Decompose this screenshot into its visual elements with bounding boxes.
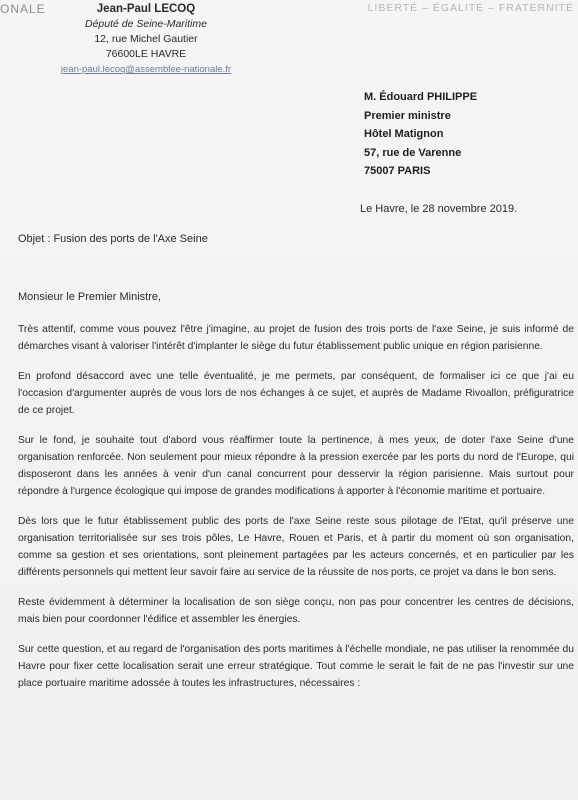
body-paragraph: Sur cette question, et au regard de l'organisation des ports maritimes à l'échelle mondiale, ne pas utiliser la renommée du Havre pour fixer cette localisation serait une erreur stratégique. Tout comme le serait le fait de ne pas l'investir sur une place portuaire maritime adossée à toutes les infrastructures, nécessaires : bbox=[18, 644, 574, 689]
letterhead-fragment-left: ONALE bbox=[0, 2, 46, 16]
body-paragraph: Reste évidemment à déterminer la localisation de son siège conçu, non pas pour concentrer les centres de décisions, mais bien pour coordonner l'édifice et assembler les énergies. bbox=[18, 597, 574, 625]
letter-body bbox=[18, 321, 574, 705]
recipient-title: Premier ministre bbox=[364, 109, 451, 122]
recipient-city: 75007 PARIS bbox=[364, 165, 431, 177]
recipient-block bbox=[364, 88, 477, 181]
body-paragraph: Dès lors que le futur établissement public des ports de l'axe Seine reste sous pilotage de l'Etat, qu'il préserve une organisation territorialisée sur ses trois pôles, Le Havre, Rouen et Paris, et à partir du moment où son organisation, comme sa gestion et ses orientations, sont pleinement partagées par les acteurs concernés, et en particulier par les différents personnels qui mettent leur savoir faire au service de la réussite de nos ports, ce projet va dans le bon sens. bbox=[18, 516, 574, 578]
letterhead-motto: LIBERTÉ – ÉGALITÉ – FRATERNITÉ bbox=[367, 2, 574, 14]
sender-street: 12, rue Michel Gautier bbox=[94, 33, 198, 45]
letter-subject: Objet : Fusion des ports de l'Axe Seine bbox=[18, 233, 208, 245]
body-paragraph: Très attentif, comme vous pouvez l'être j'imagine, au projet de fusion des trois ports de l'axe Seine, je suis informé de démarches visant à valoriser l'intérêt d'implanter le siège du futur établissement public unique en région parisienne. bbox=[18, 324, 574, 352]
sender-email-link[interactable]: jean-paul.lecoq@assemblee-nationale.fr bbox=[60, 64, 232, 75]
letter-date: Le Havre, le 28 novembre 2019. bbox=[360, 203, 518, 215]
letter-salutation: Monsieur le Premier Ministre, bbox=[18, 291, 162, 303]
sender-role: Député de Seine-Maritime bbox=[85, 18, 207, 30]
body-paragraph: En profond désaccord avec une telle éventualité, je me permets, par conséquent, de formaliser ici ce que j'ai eu l'occasion d'argumenter auprès de vous lors de nos échanges à ce sujet, et auprès de Madame Rivoallon, préfiguratrice de ce projet. bbox=[18, 371, 574, 416]
sender-city: 76600LE HAVRE bbox=[105, 48, 187, 60]
recipient-street: 57, rue de Varenne bbox=[364, 146, 462, 159]
recipient-building: Hôtel Matignon bbox=[364, 128, 444, 140]
recipient-name: M. Édouard PHILIPPE bbox=[364, 91, 478, 103]
sender-name: Jean-Paul LECOQ bbox=[96, 3, 196, 15]
body-paragraph: Sur le fond, je souhaite tout d'abord vous réaffirmer toute la pertinence, à mes yeux, de doter l'axe Seine d'une organisation renforcée. Non seulement pour mieux répondre à la pression exercée par les ports du nord de l'Europe, qui disposeront dans les années à venir d'un canal concurrent pour desservir la région parisienne. Mais surtout pour répondre à l'urgence écologique qui impose de grandes modifications à apporter à l'économie maritime et portuaire. bbox=[18, 435, 574, 497]
sender-block bbox=[0, 2, 292, 77]
